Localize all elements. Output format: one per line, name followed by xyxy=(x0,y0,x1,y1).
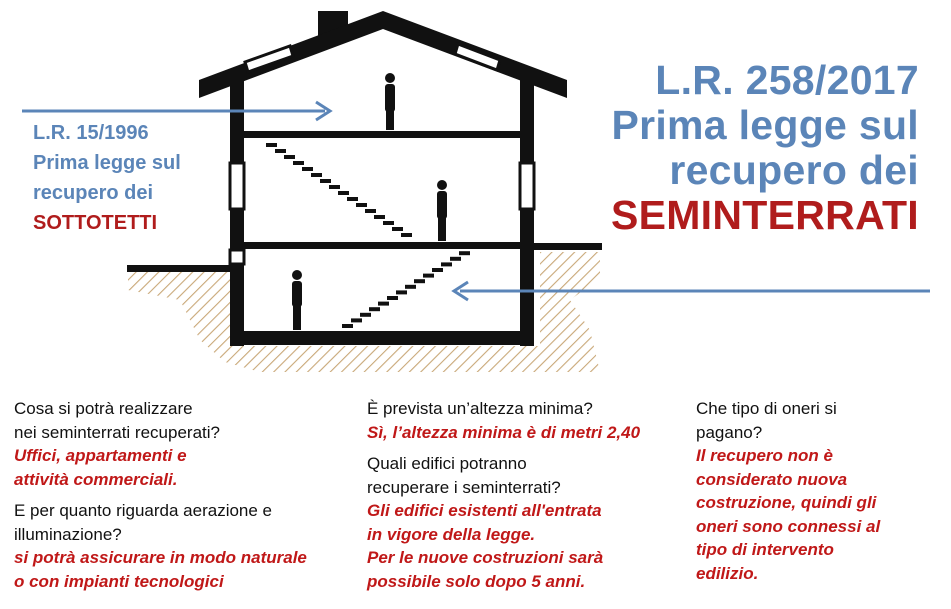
answer-line: tipo di intervento xyxy=(696,540,834,559)
faq-answer xyxy=(14,444,354,491)
stair-step xyxy=(450,257,461,261)
answer-line: edilizio. xyxy=(696,563,759,583)
wall-right xyxy=(520,80,534,346)
faq-question xyxy=(14,397,354,444)
stair-step xyxy=(275,149,286,153)
answer-line: Sì, l’altezza minima è di metri 2,40 xyxy=(367,422,641,442)
floor-attic xyxy=(230,131,534,138)
stair-step xyxy=(396,290,407,294)
answer-line: oneri sono connessi al xyxy=(696,516,881,536)
left-title-line1: L.R. 15/1996 xyxy=(33,122,149,144)
staircase-upper xyxy=(266,143,412,237)
stair-step xyxy=(351,318,362,322)
answer-line: costruzione, quindi gli xyxy=(696,493,877,512)
answer-line: considerato nuova xyxy=(696,469,848,489)
question-line: È prevista un’altezza minima? xyxy=(367,399,593,418)
person-attic xyxy=(385,73,395,130)
stair-step xyxy=(369,307,380,311)
stair-step xyxy=(311,173,322,177)
faq-answer xyxy=(696,444,936,585)
stair-step xyxy=(441,262,452,266)
faq-question xyxy=(367,452,687,499)
stair-step xyxy=(356,203,367,207)
faq-column-3 xyxy=(696,397,936,585)
stair-step xyxy=(329,185,340,189)
stair-step xyxy=(338,191,349,195)
stair-step xyxy=(284,155,295,159)
stair-step xyxy=(378,302,389,306)
stair-step xyxy=(432,268,443,272)
question-line: recuperare i seminterrati? xyxy=(367,477,561,497)
answer-line: possibile solo dopo 5 anni. xyxy=(367,571,586,591)
right-title-line2: Prima legge sul xyxy=(611,102,919,148)
stair-step xyxy=(342,324,353,328)
stair-step xyxy=(320,179,331,183)
person-first-floor xyxy=(437,180,447,241)
right-title-line3: recupero dei xyxy=(669,147,919,193)
faq-question xyxy=(696,397,936,444)
question-line: E per quanto riguarda aerazione e xyxy=(14,501,273,520)
left-title-line3: recupero dei xyxy=(33,182,154,204)
ground-line-left xyxy=(127,265,239,272)
stair-step xyxy=(423,274,434,278)
floor-ground xyxy=(230,242,534,249)
question-line: nei seminterrati recuperati? xyxy=(14,422,220,442)
left-law-title xyxy=(33,118,253,238)
answer-line: Per le nuove costruzioni sarà xyxy=(367,548,604,567)
question-line: illuminazione? xyxy=(14,524,122,544)
stair-step xyxy=(360,313,371,317)
right-law-title xyxy=(589,58,919,238)
faq-answer xyxy=(14,546,354,593)
window-right-first-floor xyxy=(520,163,534,209)
stair-step xyxy=(387,296,398,300)
stair-step xyxy=(347,197,358,201)
left-title-highlight: SOTTOTETTI xyxy=(33,212,158,234)
faq-answer xyxy=(367,499,687,593)
question-line: Cosa si potrà realizzare xyxy=(14,399,193,418)
ground-line-right xyxy=(533,243,602,250)
stair-step xyxy=(392,227,403,231)
stair-step xyxy=(383,221,394,225)
answer-line: in vigore della legge. xyxy=(367,524,536,544)
floor-basement xyxy=(230,331,534,345)
person-basement xyxy=(292,270,302,330)
question-line: Che tipo di oneri si xyxy=(696,399,837,418)
faq-question xyxy=(14,499,354,546)
answer-line: o con impianti tecnologici xyxy=(14,571,224,591)
stair-step xyxy=(405,285,416,289)
answer-line: si potrà assicurare in modo naturale xyxy=(14,548,307,567)
faq-column-2 xyxy=(367,397,687,593)
right-title-highlight: SEMINTERRATI xyxy=(610,192,919,238)
stair-step xyxy=(293,161,304,165)
stair-step xyxy=(414,279,425,283)
faq-question xyxy=(367,397,687,421)
question-line: Quali edifici potranno xyxy=(367,454,527,473)
answer-line: Uffici, appartamenti e xyxy=(14,446,187,465)
faq-answer xyxy=(367,421,687,445)
stair-step xyxy=(365,209,376,213)
stair-step xyxy=(374,215,385,219)
answer-line: Gli edifici esistenti all'entrata xyxy=(367,501,602,520)
stair-step xyxy=(401,233,412,237)
stair-step xyxy=(302,167,313,171)
stair-step xyxy=(459,251,470,255)
left-title-line2: Prima legge sul xyxy=(33,152,181,174)
stair-step xyxy=(266,143,277,147)
faq-column-1 xyxy=(14,397,354,593)
roof xyxy=(199,11,567,98)
staircase-lower xyxy=(342,251,470,328)
right-title-line1: L.R. 258/2017 xyxy=(655,57,919,103)
window-left-basement xyxy=(230,250,244,264)
answer-line: Il recupero non è xyxy=(696,446,833,465)
answer-line: attività commerciali. xyxy=(14,469,178,489)
question-line: pagano? xyxy=(696,422,763,442)
